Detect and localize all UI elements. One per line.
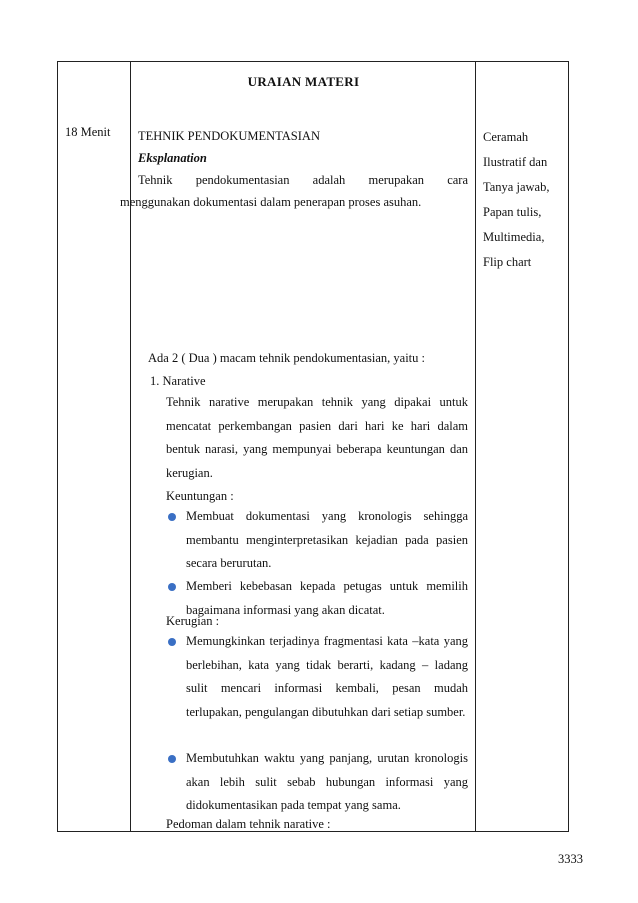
method-item: Papan tulis, [483,205,542,219]
page-number: 3333 [558,852,583,866]
method-item: Multimedia, [483,230,545,244]
bullet-icon [168,583,176,591]
table-right-border [568,61,569,832]
table-col-divider-2 [475,61,476,832]
definition-word: Tehnik [138,173,173,187]
definition-word: adalah [312,173,346,187]
method-item: Flip chart [483,255,532,269]
advantages-label: Keuntungan : [166,489,234,503]
definition-line-2: menggunakan dokumentasi dalam penerapan proses asuhan. [120,195,422,209]
advantage-text: Membuat dokumentasi yang kronologis sehingga membantu menginterpretasikan kejadian pada pasien secara berurutan. [186,509,468,570]
method-item: Tanya jawab, [483,180,550,194]
disadvantage-text: Memungkinkan terjadinya fragmentasi kata –kata yang berlebihan, kata yang tidak berarti, kadang – ladang sulit mencari informasi kembali, pesan mudah terlupakan, pengulangan dibutuhkan dari setiap sumber. [186,634,468,719]
disadvantage-text: Membutuhkan waktu yang panjang, urutan kronologis akan lebih sulit sebab hubungan informasi yang didokumentasikan pada tempat yang sama. [186,751,468,812]
definition-word: cara [447,173,468,187]
bullet-icon [168,513,176,521]
definition-word: merupakan [368,173,424,187]
bullet-icon [168,638,176,646]
method-item: Ilustratif dan [483,155,548,169]
topic-subheading: Eksplanation [138,151,207,165]
advantage-item [166,505,468,576]
list-item-narative: 1. Narative [150,374,206,388]
bullet-icon [168,755,176,763]
table-left-border [57,61,58,832]
table-top-border [57,61,569,62]
section-title: URAIAN MATERI [247,74,360,89]
advantage-text: Memberi kebebasan kepada petugas untuk memilih bagaimana informasi yang akan dicatat. [186,579,468,617]
definition-line-1 [138,169,468,191]
disadvantage-item [166,747,468,818]
disadvantages-label: Kerugian : [166,614,220,628]
definition-word: pendokumentasian [195,173,290,187]
disadvantage-item [166,630,468,724]
method-item: Ceramah [483,130,529,144]
table-col-divider-1 [130,61,131,832]
guideline-label: Pedoman dalam tehnik narative : [166,817,331,831]
narative-description: Tehnik narative merupakan tehnik yang dipakai untuk mencatat perkembangan pasien dari hari ke hari dalam bentuk narasi, yang mempunyai beberapa keuntungan dan kerugian. [166,395,468,480]
topic-heading: TEHNIK PENDOKUMENTASIAN [138,129,320,143]
duration-cell: 18 Menit [65,125,111,139]
techniques-intro: Ada 2 ( Dua ) macam tehnik pendokumentasian, yaitu : [148,351,426,365]
method-list [483,125,549,275]
